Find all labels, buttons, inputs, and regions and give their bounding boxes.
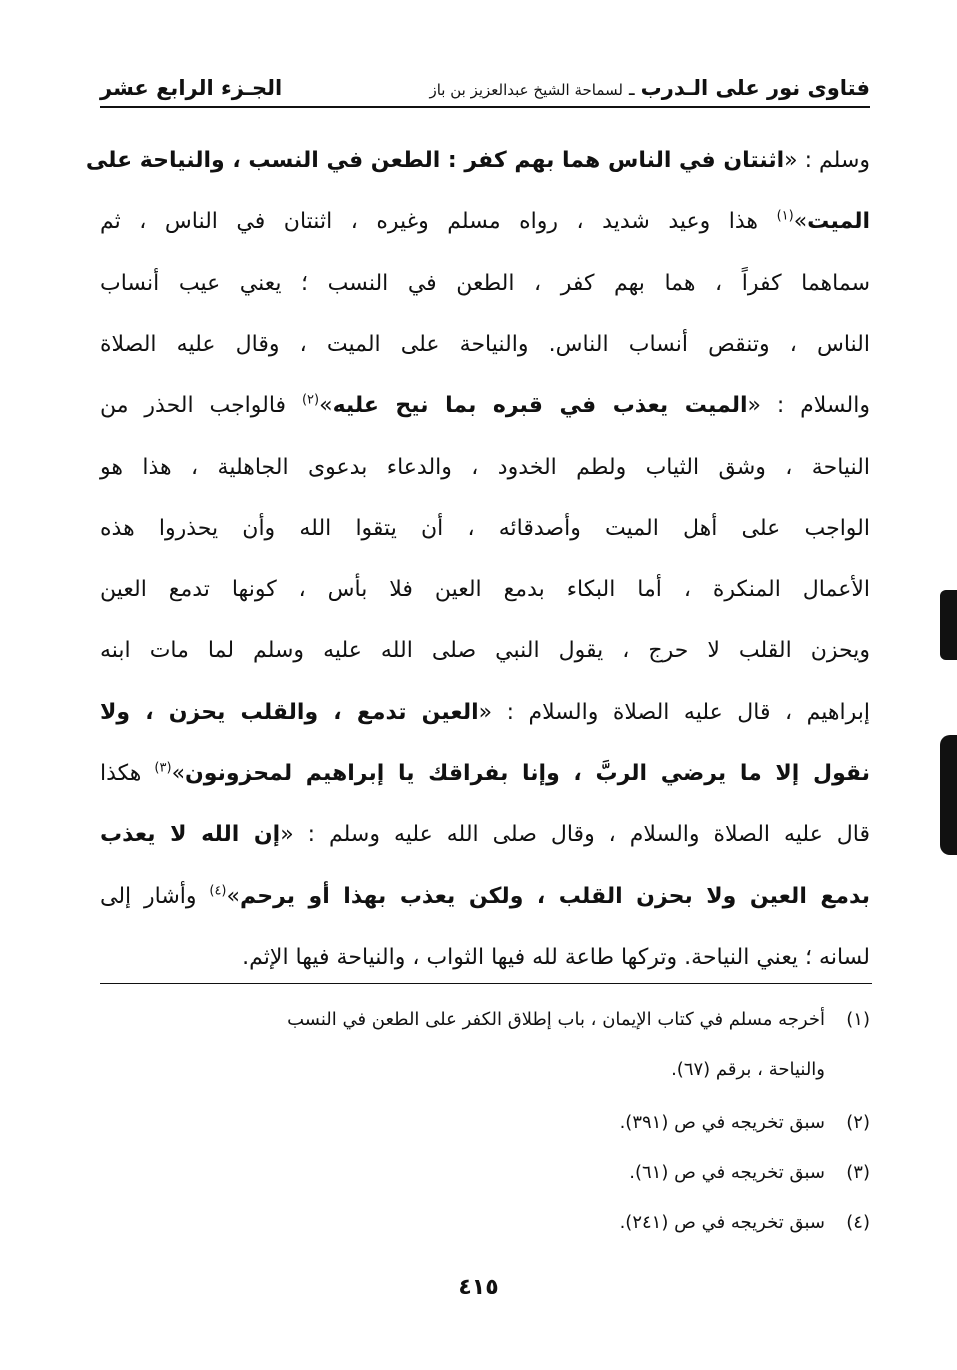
text-run: » bbox=[171, 761, 186, 786]
footnote-text: سبق تخريجه في ص (٦١). bbox=[629, 1162, 825, 1183]
header-book-title: فتاوى نور على الـدرب bbox=[640, 76, 870, 100]
footnote-ref: (١) bbox=[776, 208, 794, 224]
body-line bbox=[100, 631, 870, 671]
hadith-text: إن الله لا يعذب bbox=[100, 822, 281, 847]
header-rule bbox=[100, 106, 870, 108]
text-run: الناس ، وتنقص أنساب الناس. والنياحة على الميت ، وقال عليه الصلاة bbox=[100, 332, 870, 357]
scan-edge-mark bbox=[940, 735, 957, 855]
hadith-text: اثنتان في الناس هما بهم كفر : الطعن في النسب ، والنياحة على bbox=[85, 148, 785, 173]
body-line bbox=[100, 448, 870, 488]
scan-edge-mark bbox=[940, 590, 957, 660]
footnote-1 bbox=[98, 1005, 870, 1035]
page-number: ٤١٥ bbox=[458, 1275, 499, 1300]
hadith-text: الميت bbox=[807, 209, 870, 234]
footnote-1-continuation: والنياحة ، برقم (٦٧). bbox=[671, 1059, 825, 1080]
body-line bbox=[100, 509, 870, 549]
text-run: الأعمال المنكرة ، أما البكاء بدمع العين فلا بأس ، كونها تدمع العين bbox=[100, 577, 870, 602]
text-run: إبراهيم ، قال عليه الصلاة والسلام : « bbox=[478, 700, 870, 725]
footnote-number: (٢) bbox=[846, 1112, 870, 1133]
text-run: النياحة ، وشق الثياب ولطم الخدود ، والدعاء بدعوى الجاهلية ، هذا هو bbox=[100, 455, 870, 480]
footnote-4 bbox=[98, 1208, 870, 1238]
footnote-2 bbox=[98, 1108, 870, 1138]
footnote-ref: (٤) bbox=[209, 883, 227, 899]
text-run: والسلام : « bbox=[747, 393, 870, 418]
body-line bbox=[100, 693, 870, 733]
text-run: وأشار إلى bbox=[100, 884, 210, 909]
body-line bbox=[100, 202, 870, 242]
footnote-number: (٤) bbox=[846, 1212, 870, 1233]
text-run: » bbox=[226, 884, 240, 909]
footnote-number: (١) bbox=[846, 1009, 870, 1030]
header-book-info: فتاوى نور على الـدرب ـ لسماحة الشيخ عبدالعزيز بن باز bbox=[429, 76, 870, 100]
header-volume: الجـزء الرابع عشر bbox=[100, 76, 283, 100]
text-run: هذا وعيد شديد ، رواه مسلم وغيره ، اثنتان في الناس ، ثم bbox=[100, 209, 777, 234]
text-run: » bbox=[319, 393, 333, 418]
hadith-text: نقول إلا ما يرضي الربَّ ، وإنا بفراقك يا إبراهيم لمحزونون bbox=[185, 761, 870, 786]
footnote-text: أخرجه مسلم في كتاب الإيمان ، باب إطلاق الكفر على الطعن في النسب bbox=[287, 1009, 825, 1030]
body-line bbox=[100, 877, 870, 917]
body-line bbox=[100, 570, 870, 610]
running-header bbox=[100, 68, 870, 108]
footnote-separator bbox=[100, 983, 872, 984]
text-run: لسانه ؛ يعني النياحة. وتركها طاعة لله فيها الثواب ، والنياحة فيها الإثم. bbox=[242, 945, 870, 970]
footnote-text: سبق تخريجه في ص (٣٩١). bbox=[619, 1112, 825, 1133]
body-line bbox=[85, 141, 870, 181]
text-run: قال عليه الصلاة والسلام ، وقال صلى الله عليه وسلم : « bbox=[280, 822, 871, 847]
footnote-number: (٣) bbox=[846, 1162, 870, 1183]
footnote-3 bbox=[98, 1158, 870, 1188]
footnote-ref: (٣) bbox=[154, 760, 172, 776]
body-line bbox=[100, 754, 870, 794]
text-run: فالواجب الحذر من bbox=[100, 393, 302, 418]
hadith-text: بدمع العين ولا بحزن القلب ، ولكن يعذب بهذا أو يرحم bbox=[239, 884, 870, 909]
text-run: الواجب على أهل الميت وأصدقائه ، أن يتقوا الله وأن يحذروا هذه bbox=[100, 516, 870, 541]
body-line bbox=[100, 325, 870, 365]
body-line bbox=[100, 264, 870, 304]
footnote-ref: (٢) bbox=[301, 392, 320, 408]
text-run: وسلم : « bbox=[784, 148, 870, 173]
body-line bbox=[100, 386, 870, 426]
body-line bbox=[100, 938, 870, 978]
text-run: هكذا bbox=[100, 761, 155, 786]
text-run: » bbox=[793, 209, 808, 234]
header-author: لسماحة الشيخ عبدالعزيز بن باز bbox=[429, 81, 623, 99]
hadith-text: العين تدمع ، والقلب يحزن ، ولا bbox=[100, 700, 479, 725]
text-run: ويحزن القلب لا حرج ، يقول النبي صلى الله عليه وسلم لما مات ابنه bbox=[100, 638, 870, 663]
hadith-text: الميت يعذب في قبره بما نيح عليه bbox=[332, 393, 748, 418]
text-run: سماهما كفراً ، هما بهم كفر ، الطعن في النسب ؛ يعني عيب أنساب bbox=[100, 271, 870, 296]
footnote-text: سبق تخريجه في ص (٢٤١). bbox=[619, 1212, 825, 1233]
body-line bbox=[100, 815, 870, 855]
